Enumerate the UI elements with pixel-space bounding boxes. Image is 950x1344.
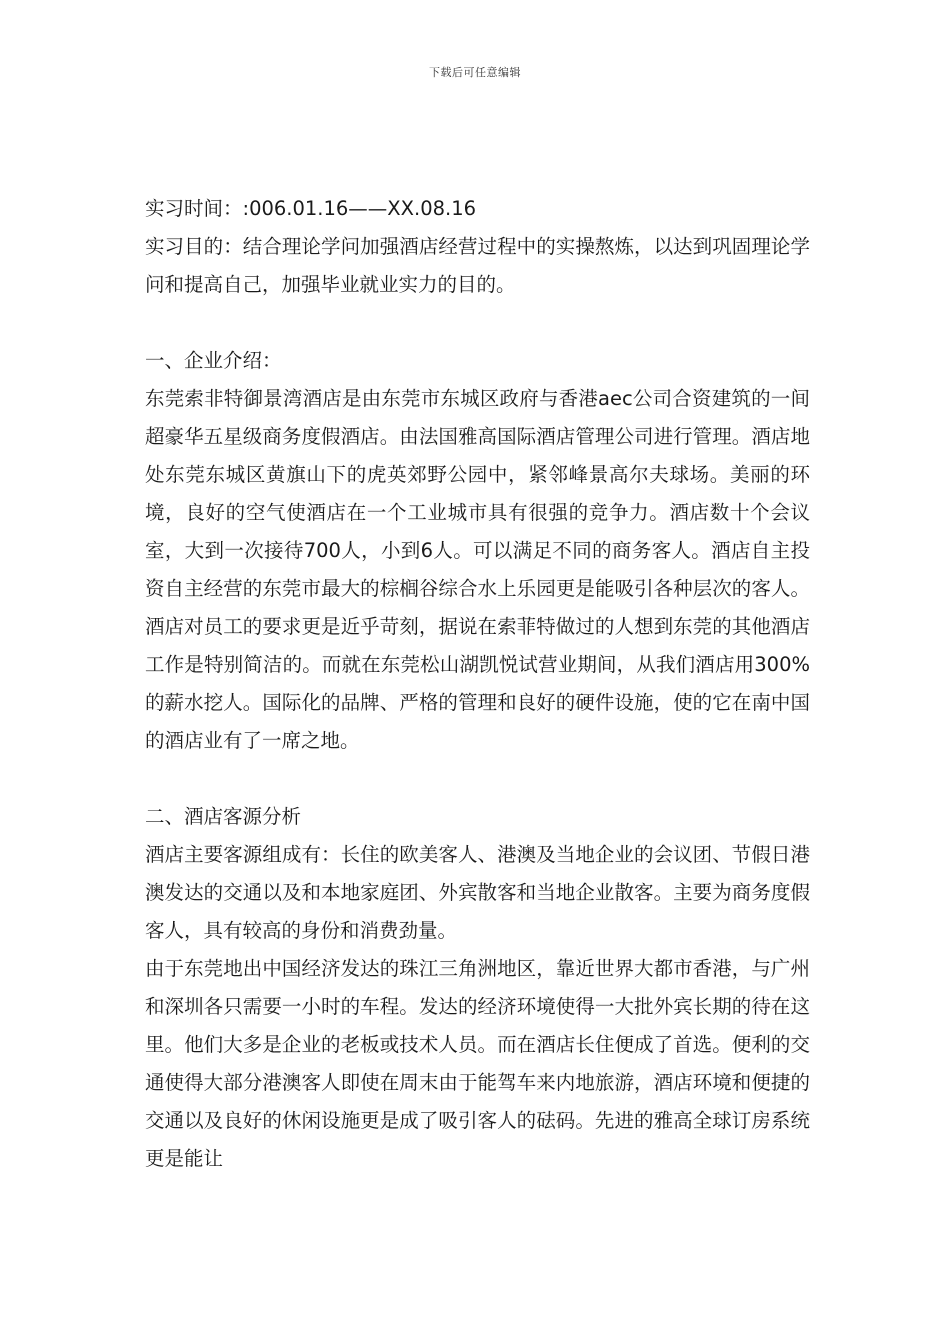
internship-time: 实习时间：:006.01.16——XX.08.16 bbox=[145, 197, 477, 220]
section2-paragraph-1: 酒店主要客源组成有：长住的欧美客人、港澳及当地企业的会议团、节假日港澳发达的交通以及和本地家庭团、外宾散客和当地企业散客。主要为商务度假客人，具有较高的身份和消费劲量。 bbox=[145, 843, 810, 942]
document-body bbox=[145, 190, 810, 1178]
section1-heading: 一、企业介绍： bbox=[145, 349, 282, 372]
paragraph-gap bbox=[145, 304, 810, 342]
section2-heading: 二、酒店客源分析 bbox=[145, 805, 302, 828]
section2-paragraph-2: 由于东莞地出中国经济发达的珠江三角洲地区，靠近世界大都市香港，与广州和深圳各只需要一小时的车程。发达的经济环境使得一大批外宾长期的待在这里。他们大多是企业的老板或技术人员。而在酒店长住便成了首选。便利的交通使得大部分港澳客人即使在周末由于能驾车来内地旅游，酒店环境和便捷的交通以及良好的休闲设施更是成了吸引客人的砝码。先进的雅高全球订房系统更是能让 bbox=[145, 957, 810, 1170]
paragraph-gap bbox=[145, 760, 810, 798]
section1-body: 东莞索非特御景湾酒店是由东莞市东城区政府与香港aec公司合资建筑的一间超豪华五星级商务度假酒店。由法国雅高国际酒店管理公司进行管理。酒店地处东莞东城区黄旗山下的虎英郊野公园中，紧邻峰景高尔夫球场。美丽的环境，良好的空气使酒店在一个工业城市具有很强的竞争力。酒店数十个会议室，大到一次接待700人，小到6人。可以满足不同的商务客人。酒店自主投资自主经营的东莞市最大的棕榈谷综合水上乐园更是能吸引各种层次的客人。酒店对员工的要求更是近乎苛刻，据说在索菲特做过的人想到东莞的其他酒店工作是特别简洁的。而就在东莞松山湖凯悦试营业期间，从我们酒店用300%的薪水挖人。国际化的品牌、严格的管理和良好的硬件设施，使的它在南中国的酒店业有了一席之地。 bbox=[145, 387, 810, 752]
internship-purpose: 实习目的：结合理论学问加强酒店经营过程中的实操熬炼，以达到巩固理论学问和提高自己，加强毕业就业实力的目的。 bbox=[145, 235, 810, 296]
page-header: 下载后可任意编辑 bbox=[429, 66, 521, 79]
